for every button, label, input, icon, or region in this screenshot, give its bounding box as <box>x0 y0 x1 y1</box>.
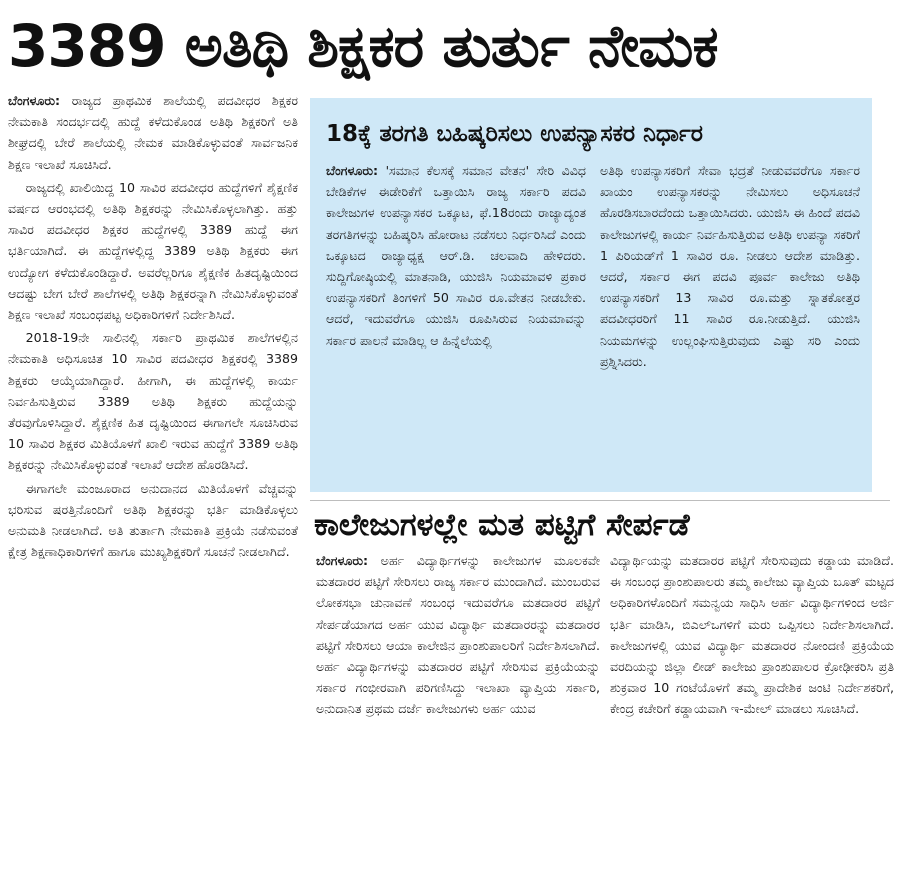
college-story-headline: ಕಾಲೇಜುಗಳಲ್ಲೇ ಮತ ಪಟ್ಟಿಗೆ ಸೇರ್ಪಡೆ <box>314 507 690 543</box>
college-story-text-1: ಅರ್ಹ ವಿದ್ಯಾರ್ಥಿಗಳನ್ನು ಕಾಲೇಜುಗಳ ಮೂಲಕವೇ ಮತದಾರರ ಪಟ್ಟಿಗೆ ಸೇರಿಸಲು ರಾಜ್ಯ ಸರ್ಕಾರ ಮುಂದಾಗಿದೆ. ಮುಂಬರುವ ಲೋಕಸಭಾ ಚುನಾವಣೆ ಸಂಬಂಧ ಇದುವರೆಗೂ ಮತದಾರರ ಪಟ್ಟಿಗೆ ಸೇರ್ಪಡೆಯಾಗದ ಅರ್ಹ ಯುವ ವಿದ್ಯಾರ್ಥಿ ಮತದಾರರನ್ನು ಮತದಾರರ ಪಟ್ಟಿಗೆ ಸೇರಿಸಲು ಆಯಾ ಕಾಲೇಜಿನ ಪ್ರಾಂಶುಪಾಲರಿಗೆ ನಿರ್ದೇಶಿಸಲಾಗಿದೆ. ಅರ್ಹ ವಿದ್ಯಾರ್ಥಿಗಳನ್ನು ಮತದಾರರ ಪಟ್ಟಿಗೆ ಸೇರಿಸುವ ಪ್ರಕ್ರಿಯೆಯನ್ನು ಸರ್ಕಾರ ಗಂಭೀರವಾಗಿ ಪರಿಗಣಿಸಿದ್ದು ಇಲಾಖಾ ವ್ಯಾಪ್ತಿಯ ಸರ್ಕಾರಿ, ಅನುದಾನಿತ ಪ್ರಥಮ ದರ್ಜೆ ಕಾಲೇಜುಗಳು ಅರ್ಹ ಯುವ <box>316 553 600 717</box>
lecturers-story-text-2: ಅತಿಥಿ ಉಪನ್ಯಾಸಕರಿಗೆ ಸೇವಾ ಭದ್ರತೆ ನೀಡುವವರೆಗೂ ಸರ್ಕಾರ ಖಾಯಂ ಉಪನ್ಯಾಸಕರನ್ನು ನೇಮಿಸಲು ಅಧಿಸೂಚನೆ ಹೊರಡಿಸಬಾರದೆಂದು ಒತ್ತಾಯಿಸಿದರು. ಯುಜಿಸಿ ಈ ಹಿಂದೆ ಪದವಿ ಕಾಲೇಜುಗಳಲ್ಲಿ ಕಾರ್ಯ ನಿರ್ವಹಿಸುತ್ತಿರುವ ಅತಿಥಿ ಉಪನ್ಯಾ ಸಕರಿಗೆ 1 ಪಿರಿಯಡ್‌ಗೆ 1 ಸಾವಿರ ರೂ. ನೀಡಲು ಆದೇಶ ಮಾಡಿತ್ತು. ಆದರೆ, ಸರ್ಕಾರ ಈಗ ಪದವಿ ಪೂರ್ವ ಕಾಲೇಜು ಅತಿಥಿ ಉಪನ್ಯಾಸಕರಿಗೆ 13 ಸಾವಿರ ರೂ.ಮತ್ತು ಸ್ನಾತಕೋತ್ತರ ಪದವೀಧರರಿಗೆ 11 ಸಾವಿರ ರೂ.ನೀಡುತ್ತಿದೆ. ಯುಜಿಸಿ ನಿಯಮಗಳನ್ನು ಉಲ್ಲಂಘಿಸುತ್ತಿರುವುದು ಎಷ್ಟು ಸರಿ ಎಂದು ಪ್ರಶ್ನಿಸಿದರು. <box>600 163 860 369</box>
lecturers-story-column-2 <box>600 160 860 485</box>
college-story-text-2: ವಿದ್ಯಾರ್ಥಿಯನ್ನು ಮತದಾರರ ಪಟ್ಟಿಗೆ ಸೇರಿಸುವುದು ಕಡ್ಡಾಯ ಮಾಡಿದೆ. ಈ ಸಂಬಂಧ ಪ್ರಾಂಶುಪಾಲರು ತಮ್ಮ ಕಾಲೇಜು ವ್ಯಾಪ್ತಿಯ ಬೂತ್ ಮಟ್ಟದ ಅಧಿಕಾರಿಗಳೊಂದಿಗೆ ಸಮನ್ವಯ ಸಾಧಿಸಿ ಅರ್ಹ ವಿದ್ಯಾರ್ಥಿಗಳಿಂದ ಅರ್ಜಿ ಭರ್ತಿ ಮಾಡಿಸಿ, ಬಿಎಲ್‌ಒಗಳಿಗೆ ಮರು ಒಪ್ಪಿಸಲು ನಿರ್ದೇಶಿಸಲಾಗಿದೆ. ಕಾಲೇಜುಗಳಲ್ಲಿ ಯುವ ವಿದ್ಯಾರ್ಥಿ ಮತದಾರರ ನೋಂದಣಿ ಪ್ರಕ್ರಿಯೆಯ ವರದಿಯನ್ನು ಜಿಲ್ಲಾ ಲೀಡ್ ಕಾಲೇಜು ಪ್ರಾಂಶುಪಾಲರ ಕ್ರೋಢೀಕರಿಸಿ ಪ್ರತಿ ಶುಕ್ರವಾರ 10 ಗಂಟೆಯೊಳಗೆ ತಮ್ಮ ಪ್ರಾದೇಶಿಕ ಜಂಟಿ ನಿರ್ದೇಶಕರಿಗೆ, ಕೇಂದ್ರ ಕಚೇರಿಗೆ ಕಡ್ಡಾಯವಾಗಿ ಇ-ಮೇಲ್ ಮಾಡಲು ಸೂಚಿಸಿದೆ. <box>610 553 894 717</box>
main-headline: 3389 ಅತಿಥಿ ಶಿಕ್ಷಕರ ತುರ್ತು ನೇಮಕ <box>8 12 718 80</box>
lecturers-story-box <box>310 98 872 492</box>
college-story-dateline: ಬೆಂಗಳೂರು: <box>316 553 369 568</box>
main-story-paragraph: ಬೆಂಗಳೂರು: ರಾಜ್ಯದ ಪ್ರಾಥಮಿಕ ಶಾಲೆಯಲ್ಲಿ ಪದವೀಧರ ಶಿಕ್ಷಕರ ನೇಮಕಾತಿ ಸಂದರ್ಭದಲ್ಲಿ ಹುದ್ದೆ ಕಳೆದುಕೊಂಡ ಅತಿಥಿ ಶಿಕ್ಷಕರಿಗೆ ಅತಿ ಶೀಘ್ರದಲ್ಲಿ ಬೇರೆ ಶಾಲೆಯಲ್ಲಿ ನೇಮಕ ಮಾಡಿಕೊಳ್ಳುವಂತೆ ಸಾರ್ವಜನಿಕ ಶಿಕ್ಷಣ ಇಲಾಖೆ ಸೂಚಿಸಿದೆ. <box>8 93 298 172</box>
main-story-dateline: ಬೆಂಗಳೂರು: <box>8 93 61 108</box>
lecturers-story-text-1: 'ಸಮಾನ ಕೆಲಸಕ್ಕೆ ಸಮಾನ ವೇತನ' ಸೇರಿ ವಿವಿಧ ಬೇಡಿಕೆಗಳ ಈಡೇರಿಕೆಗೆ ಒತ್ತಾಯಿಸಿ ರಾಜ್ಯ ಸರ್ಕಾರಿ ಪದವಿ ಕಾಲೇಜುಗಳ ಉಪನ್ಯಾಸಕರ ಒಕ್ಕೂಟ, ಫೆ.18ರಂದು ರಾಜ್ಯಾದ್ಯಂತ ತರಗತಿಗಳನ್ನು ಬಹಿಷ್ಕರಿಸಿ ಹೋರಾಟ ನಡೆಸಲು ನಿರ್ಧರಿಸಿದೆ ಎಂದು ಒಕ್ಕೂಟದ ರಾಜ್ಯಾಧ್ಯಕ್ಷ ಆರ್.ಡಿ. ಚಲವಾದಿ ಹೇಳಿದರು. ಸುದ್ದಿಗೋಷ್ಠಿಯಲ್ಲಿ ಮಾತನಾಡಿ, ಯುಜಿಸಿ ನಿಯಮಾವಳಿ ಪ್ರಕಾರ ಉಪನ್ಯಾಸಕರಿಗೆ ತಿಂಗಳಿಗೆ 50 ಸಾವಿರ ರೂ.ವೇತನ ನೀಡಬೇಕು. ಆದರೆ, ಇದುವರೆಗೂ ಯುಜಿಸಿ ರೂಪಿಸಿರುವ ನಿಯಮಾವನ್ನು ಸರ್ಕಾರ ಪಾಲನೆ ಮಾಡಿಲ್ಲ ಆ ಹಿನ್ನೆಲೆಯಲ್ಲಿ <box>326 163 586 348</box>
main-story-paragraph: ಈಗಾಗಲೇ ಮಂಜೂರಾದ ಅನುದಾನದ ಮಿತಿಯೊಳಗೆ ವೆಚ್ಚವನ್ನು ಭರಿಸುವ ಷರತ್ತಿನೊಂದಿಗೆ ಅತಿಥಿ ಶಿಕ್ಷಕರನ್ನು ಭರ್ತಿ ಮಾಡಿಕೊಳ್ಳಲು ಅನುಮತಿ ನೀಡಲಾಗಿದೆ. ಅತಿ ತುರ್ತಾಗಿ ನೇಮಕಾತಿ ಪ್ರಕ್ರಿಯೆ ನಡೆಸುವಂತೆ ಕ್ಷೇತ್ರ ಶಿಕ್ಷಣಾಧಿಕಾರಿಗಳಿಗೆ ಹಾಗೂ ಮುಖ್ಯಶಿಕ್ಷಕರಿಗೆ ಸೂಚನೆ ನೀಡಲಾಗಿದೆ. <box>8 480 298 560</box>
main-story-paragraph: ರಾಜ್ಯದಲ್ಲಿ ಖಾಲಿಯಿದ್ದ 10 ಸಾವಿರ ಪದವೀಧರ ಹುದ್ದೆಗಳಿಗೆ ಶೈಕ್ಷಣಿಕ ವರ್ಷದ ಆರಂಭದಲ್ಲಿ ಅತಿಥಿ ಶಿಕ್ಷಕರನ್ನು ನೇಮಿಸಿಕೊಳ್ಳಲಾಗಿತ್ತು. ಹತ್ತು ಸಾವಿರ ಪದವೀಧರ ಶಿಕ್ಷಕರ ಹುದ್ದೆಗಳಲ್ಲಿ 3389 ಹುದ್ದೆ ಈಗ ಭರ್ತಿಯಾಗಿದೆ. ಈ ಹುದ್ದೆಗಳಲ್ಲಿದ್ದ 3389 ಅತಿಥಿ ಶಿಕ್ಷಕರು ಈಗ ಉದ್ಯೋಗ ಕಳೆದುಕೊಂಡಿದ್ದಾರೆ. ಅವರೆಲ್ಲರಿಗೂ ಶೈಕ್ಷಣಿಕ ಹಿತದೃಷ್ಟಿಯಿಂದ ಆದಷ್ಟು ಬೇಗ ಬೇರೆ ಶಾಲೆಗಳಲ್ಲಿ ಅತಿಥಿ ಶಿಕ್ಷಕರನ್ನಾಗಿ ನೇಮಿಸಿಕೊಳ್ಳುವಂತೆ ಶಿಕ್ಷಣ ಇಲಾಖೆ ಸಂಬಂಧಪಟ್ಟ ಅಧಿಕಾರಿಗಳಿಗೆ ನಿರ್ದೇಶಿಸಿದೆ. <box>8 179 298 323</box>
main-story-body <box>8 90 298 874</box>
lecturers-story-headline: 18ಕ್ಕೆ ತರಗತಿ ಬಹಿಷ್ಕರಿಸಲು ಉಪನ್ಯಾಸಕರ ನಿರ್ಧಾರ <box>326 121 703 147</box>
college-story-column-2 <box>610 550 894 870</box>
section-divider <box>310 500 890 501</box>
lecturers-story-dateline: ಬೆಂಗಳೂರು: <box>326 163 379 178</box>
college-story-column-1 <box>316 550 600 870</box>
main-story-paragraph: 2018-19ನೇ ಸಾಲಿನಲ್ಲಿ ಸರ್ಕಾರಿ ಪ್ರಾಥಮಿಕ ಶಾಲೆಗಳಲ್ಲಿನ ನೇಮಕಾತಿ ಅಧಿಸೂಚಿತ 10 ಸಾವಿರ ಪದವೀಧರ ಶಿಕ್ಷಕರಲ್ಲಿ 3389 ಶಿಕ್ಷಕರು ಆಯ್ಕೆಯಾಗಿದ್ದಾರೆ. ಹೀಗಾಗಿ, ಈ ಹುದ್ದೆಗಳಲ್ಲಿ ಕಾರ್ಯ ನಿರ್ವಹಿಸುತ್ತಿರುವ 3389 ಅತಿಥಿ ಶಿಕ್ಷಕರು ಹುದ್ದೆಯನ್ನು ತೆರವುಗೊಳಿಸಿದ್ದಾರೆ. ಶೈಕ್ಷಣಿಕ ಹಿತ ದೃಷ್ಟಿಯಿಂದ ಈಗಾಗಲೇ ಸೂಚಿಸಿರುವ 10 ಸಾವಿರ ಶಿಕ್ಷಕರ ಮಿತಿಯೊಳಗೆ ಖಾಲಿ ಇರುವ ಹುದ್ದೆಗೆ 3389 ಅತಿಥಿ ಶಿಕ್ಷಕರನ್ನು ನೇಮಿಸಿಕೊಳ್ಳುವಂತೆ ಇಲಾಖೆ ಆದೇಶ ಹೊರಡಿಸಿದೆ. <box>8 330 298 473</box>
lecturers-story-column-1 <box>326 160 586 485</box>
